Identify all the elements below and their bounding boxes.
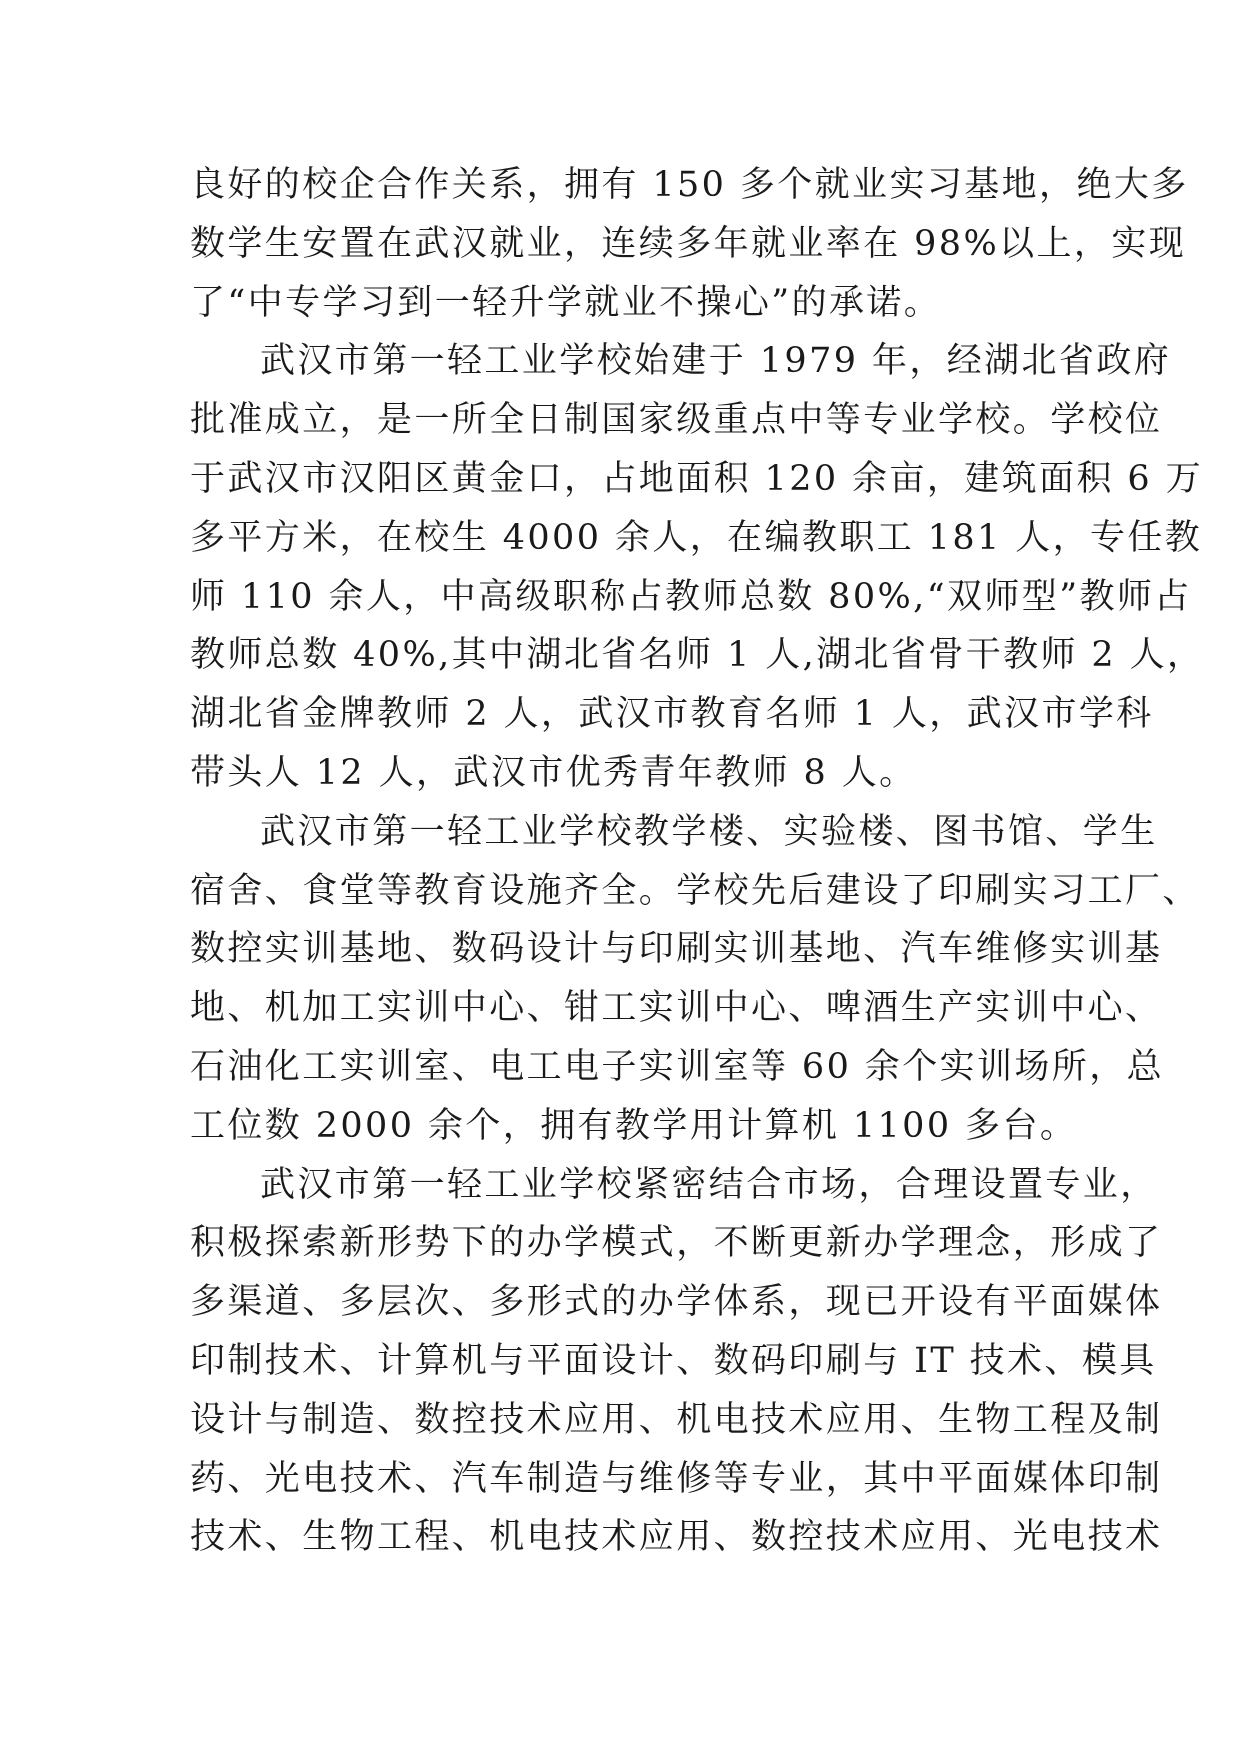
text-line: 数控实训基地、数码设计与印刷实训基地、汽车维修实训基 [190, 929, 1163, 970]
text-line: 带头人 12 人，武汉市优秀青年教师 8 人。 [190, 752, 917, 793]
text-line: 师 110 余人，中高级职称占教师总数 80%,“双师型”教师占 [190, 576, 1192, 617]
text-line: 药、光电技术、汽车制造与维修等专业，其中平面媒体印制 [190, 1458, 1163, 1499]
body-text [190, 156, 1205, 1567]
text-line: 湖北省金牌教师 2 人，武汉市教育名师 1 人，武汉市学科 [190, 694, 1154, 735]
paragraph-start-line: 武汉市第一轻工业学校紧密结合市场，合理设置专业， [260, 1164, 1158, 1205]
paragraph-start-line: 武汉市第一轻工业学校教学楼、实验楼、图书馆、学生 [260, 811, 1158, 852]
text-line: 设计与制造、数控技术应用、机电技术应用、生物工程及制 [190, 1399, 1163, 1440]
text-line: 积极探索新形势下的办学模式，不断更新办学理念，形成了 [190, 1223, 1163, 1264]
text-line: 于武汉市汉阳区黄金口，占地面积 120 余亩，建筑面积 6 万 [190, 458, 1203, 499]
text-line: 良好的校企合作关系，拥有 150 多个就业实习基地，绝大多 [190, 165, 1189, 205]
text-line: 数学生安置在武汉就业，连续多年就业率在 98%以上，实现 [190, 223, 1187, 264]
text-line: 技术、生物工程、机电技术应用、数控技术应用、光电技术 [190, 1517, 1163, 1558]
text-line: 地、机加工实训中心、钳工实训中心、啤酒生产实训中心、 [190, 988, 1163, 1029]
text-line: 多平方米，在校生 4000 余人，在编教职工 181 人，专任教 [190, 517, 1203, 558]
text-line: 了“中专学习到一轻升学就业不操心”的承诺。 [190, 282, 942, 323]
text-line: 批准成立，是一所全日制国家级重点中等专业学校。学校位 [190, 400, 1163, 441]
text-line: 工位数 2000 余个，拥有教学用计算机 1100 多台。 [190, 1105, 1078, 1146]
text-line: 宿舍、食堂等教育设施齐全。学校先后建设了印刷实习工厂、 [190, 870, 1200, 911]
paragraph-start-line: 武汉市第一轻工业学校始建于 1979 年，经湖北省政府 [260, 341, 1172, 382]
text-line: 多渠道、多层次、多形式的办学体系，现已开设有平面媒体 [190, 1282, 1163, 1323]
text-line: 教师总数 40%,其中湖北省名师 1 人,湖北省骨干教师 2 人， [190, 635, 1205, 676]
text-line: 印制技术、计算机与平面设计、数码印刷与 IT 技术、模具 [190, 1340, 1157, 1381]
text-line: 石油化工实训室、电工电子实训室等 60 余个实训场所，总 [190, 1046, 1164, 1087]
